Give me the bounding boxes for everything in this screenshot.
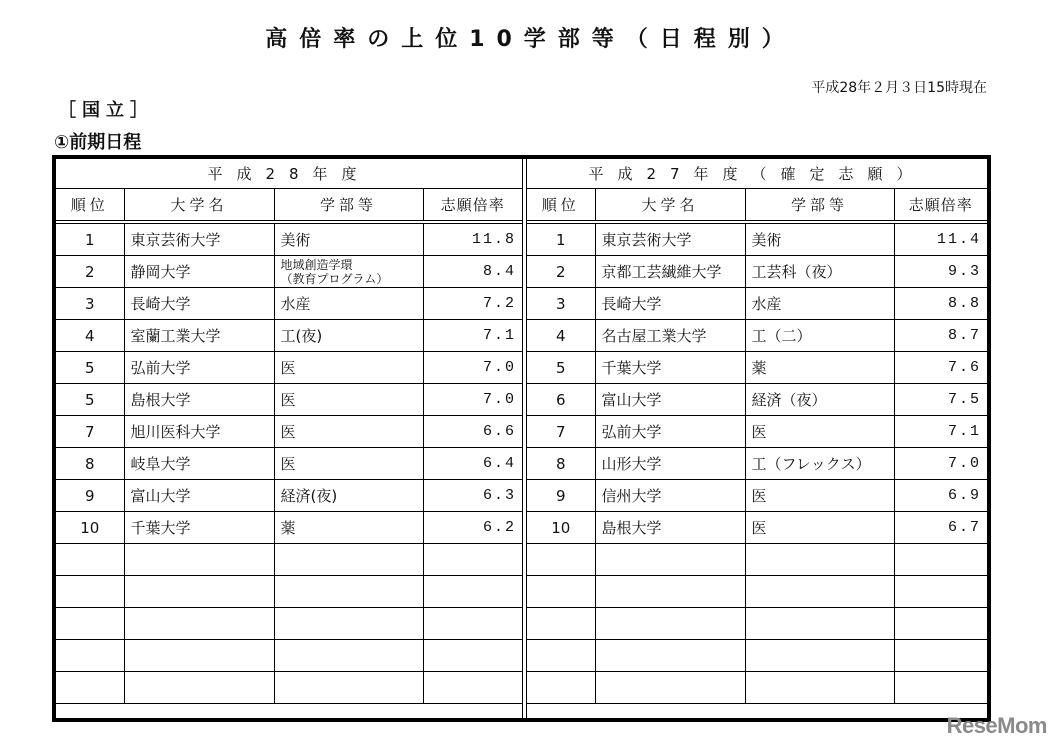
university-cell: 旭川医科大学 [124, 416, 274, 448]
faculty-cell: 医 [274, 416, 423, 448]
table-row [527, 512, 987, 544]
university-cell: 京都工芸繊維大学 [595, 256, 745, 288]
ratio-cell: 7.5 [894, 384, 987, 416]
ratio-cell: 6.7 [894, 512, 987, 544]
faculty-cell: 医 [274, 352, 423, 384]
university-cell: 山形大学 [595, 448, 745, 480]
empty-cell [274, 640, 423, 672]
ratio-cell: 6.6 [423, 416, 522, 448]
university-cell: 静岡大学 [124, 256, 274, 288]
col-faculty: 学部等 [274, 189, 423, 223]
ratio-cell: 7.2 [423, 288, 522, 320]
table-row [527, 448, 987, 480]
rank-cell: 8 [527, 448, 595, 480]
ratio-cell: 7.6 [894, 352, 987, 384]
university-cell: 弘前大学 [595, 416, 745, 448]
university-cell: 長崎大学 [595, 288, 745, 320]
rank-cell: 7 [56, 416, 124, 448]
university-cell: 島根大学 [595, 512, 745, 544]
h28-panel [56, 159, 523, 718]
faculty-cell: 薬 [745, 352, 894, 384]
rank-cell: 1 [56, 222, 124, 256]
empty-cell [56, 608, 124, 640]
empty-cell [423, 576, 522, 608]
university-cell: 長崎大学 [124, 288, 274, 320]
university-cell: 千葉大学 [595, 352, 745, 384]
empty-cell [745, 608, 894, 640]
empty-cell [124, 576, 274, 608]
col-university: 大学名 [595, 189, 745, 223]
rank-cell: 10 [527, 512, 595, 544]
empty-cell [527, 640, 595, 672]
faculty-subline: （教育プログラム） [280, 271, 389, 286]
table-row [56, 480, 522, 512]
faculty-cell: 医 [274, 448, 423, 480]
ratio-cell: 8.8 [894, 288, 987, 320]
ratio-cell: 7.0 [423, 384, 522, 416]
rank-cell: 2 [56, 256, 124, 288]
table-row [527, 416, 987, 448]
empty-cell [56, 544, 124, 576]
empty-row [56, 640, 522, 672]
table-row [56, 448, 522, 480]
rank-cell: 5 [527, 352, 595, 384]
table-row [527, 288, 987, 320]
empty-row [527, 640, 987, 672]
faculty-cell: 薬 [274, 512, 423, 544]
faculty-cell: 工(夜) [274, 320, 423, 352]
col-ratio: 志願倍率 [894, 189, 987, 223]
faculty-cell: 水産 [745, 288, 894, 320]
empty-cell [124, 672, 274, 704]
university-cell: 富山大学 [124, 480, 274, 512]
ratio-cell: 11.8 [423, 222, 522, 256]
col-university: 大学名 [124, 189, 274, 223]
empty-row [56, 672, 522, 704]
empty-cell [423, 672, 522, 704]
rank-cell: 1 [527, 222, 595, 256]
faculty-cell: 美術 [745, 222, 894, 256]
empty-cell [595, 672, 745, 704]
university-cell: 東京芸術大学 [595, 222, 745, 256]
table-row [56, 288, 522, 320]
rank-cell: 3 [56, 288, 124, 320]
empty-cell [894, 576, 987, 608]
faculty-cell: 水産 [274, 288, 423, 320]
rank-cell: 7 [527, 416, 595, 448]
table-row [56, 416, 522, 448]
as-of-timestamp: 平成28年２月３日15時現在 [811, 80, 987, 96]
empty-cell [274, 576, 423, 608]
faculty-line: 地域創造学環 [280, 257, 353, 272]
empty-cell [595, 608, 745, 640]
empty-cell [56, 576, 124, 608]
ratio-cell: 9.3 [894, 256, 987, 288]
table-row [527, 256, 987, 288]
faculty-cell: 医 [745, 416, 894, 448]
table-row [527, 352, 987, 384]
faculty-cell: 工（フレックス） [745, 448, 894, 480]
empty-row [527, 576, 987, 608]
empty-cell [595, 544, 745, 576]
faculty-cell: 経済（夜） [745, 384, 894, 416]
empty-cell [745, 672, 894, 704]
faculty-cell: 工芸科（夜） [745, 256, 894, 288]
rank-cell: 2 [527, 256, 595, 288]
table-row [56, 384, 522, 416]
empty-cell [595, 640, 745, 672]
table-row [527, 480, 987, 512]
rank-cell: 6 [527, 384, 595, 416]
resemom-logo: ReseMom [946, 713, 1047, 738]
university-cell: 信州大学 [595, 480, 745, 512]
empty-cell [745, 640, 894, 672]
university-cell: 千葉大学 [124, 512, 274, 544]
rank-cell: 5 [56, 384, 124, 416]
ratio-cell: 8.7 [894, 320, 987, 352]
empty-cell [124, 640, 274, 672]
table-row [56, 512, 522, 544]
h27-year-header: 平成27年度（確定志願） [527, 159, 987, 189]
col-rank: 順位 [527, 189, 595, 223]
empty-cell [894, 640, 987, 672]
empty-cell [56, 640, 124, 672]
ratio-cell: 7.0 [423, 352, 522, 384]
empty-cell [894, 608, 987, 640]
empty-row [527, 672, 987, 704]
ratio-cell: 6.4 [423, 448, 522, 480]
faculty-cell: 工（二） [745, 320, 894, 352]
table-row [527, 222, 987, 256]
faculty-cell: 医 [274, 384, 423, 416]
rank-cell: 9 [56, 480, 124, 512]
ranking-table [52, 155, 991, 722]
faculty-cell [274, 256, 423, 288]
university-cell: 岐阜大学 [124, 448, 274, 480]
empty-cell [894, 672, 987, 704]
rank-cell: 4 [56, 320, 124, 352]
university-cell: 弘前大学 [124, 352, 274, 384]
h27-table [527, 159, 987, 704]
faculty-cell: 経済(夜) [274, 480, 423, 512]
ratio-cell: 8.4 [423, 256, 522, 288]
empty-cell [527, 576, 595, 608]
ratio-cell: 6.3 [423, 480, 522, 512]
table-row [56, 222, 522, 256]
empty-cell [527, 672, 595, 704]
h28-year-header: 平成28年度 [56, 159, 522, 189]
empty-cell [56, 672, 124, 704]
faculty-cell: 医 [745, 480, 894, 512]
category-label: ［国立］ [58, 100, 154, 121]
empty-cell [745, 576, 894, 608]
table-row [56, 352, 522, 384]
faculty-cell: 美術 [274, 222, 423, 256]
empty-cell [124, 544, 274, 576]
empty-cell [745, 544, 894, 576]
university-cell: 東京芸術大学 [124, 222, 274, 256]
empty-cell [527, 544, 595, 576]
table-row [56, 256, 522, 288]
ratio-cell: 7.1 [894, 416, 987, 448]
rank-cell: 10 [56, 512, 124, 544]
col-ratio: 志願倍率 [423, 189, 522, 223]
empty-cell [527, 608, 595, 640]
faculty-cell: 医 [745, 512, 894, 544]
empty-row [56, 608, 522, 640]
rank-cell: 9 [527, 480, 595, 512]
empty-cell [894, 544, 987, 576]
ratio-cell: 11.4 [894, 222, 987, 256]
university-cell: 室蘭工業大学 [124, 320, 274, 352]
table-row [56, 320, 522, 352]
h27-panel [526, 159, 987, 718]
empty-cell [423, 608, 522, 640]
ratio-cell: 7.0 [894, 448, 987, 480]
ratio-cell: 6.2 [423, 512, 522, 544]
empty-cell [274, 608, 423, 640]
empty-cell [274, 672, 423, 704]
empty-cell [423, 640, 522, 672]
university-cell: 島根大学 [124, 384, 274, 416]
empty-cell [423, 544, 522, 576]
empty-row [527, 608, 987, 640]
table-row [527, 320, 987, 352]
ratio-cell: 6.9 [894, 480, 987, 512]
h27-rows [527, 222, 987, 704]
empty-row [56, 544, 522, 576]
col-faculty: 学部等 [745, 189, 894, 223]
h28-rows [56, 222, 522, 704]
schedule-label: ①前期日程 [54, 132, 142, 153]
table-row [527, 384, 987, 416]
university-cell: 富山大学 [595, 384, 745, 416]
university-cell: 名古屋工業大学 [595, 320, 745, 352]
empty-row [527, 544, 987, 576]
empty-cell [124, 608, 274, 640]
ratio-cell: 7.1 [423, 320, 522, 352]
rank-cell: 4 [527, 320, 595, 352]
empty-row [56, 576, 522, 608]
col-rank: 順位 [56, 189, 124, 223]
rank-cell: 3 [527, 288, 595, 320]
empty-cell [274, 544, 423, 576]
rank-cell: 8 [56, 448, 124, 480]
empty-cell [595, 576, 745, 608]
page-title: 高倍率の上位10学部等（日程別） [265, 27, 796, 52]
rank-cell: 5 [56, 352, 124, 384]
h28-table [56, 159, 522, 704]
